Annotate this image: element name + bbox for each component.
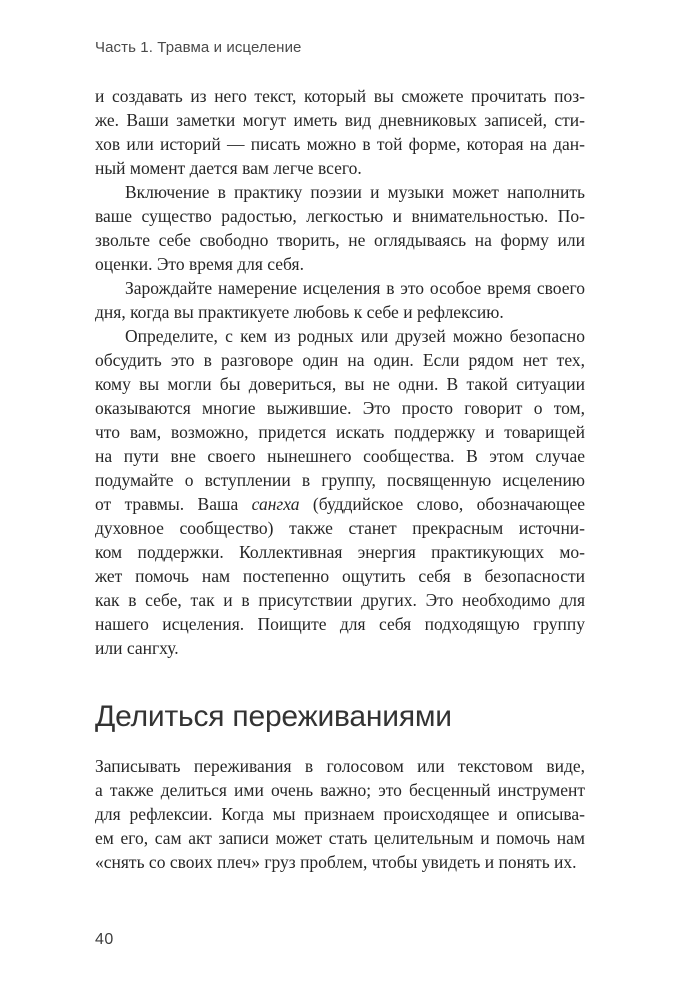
text-line: звольте себе свободно творить, не оглядываясь на форму или <box>95 230 585 250</box>
text-line: нашего исцеления. Поищите для себя подходящую группу <box>95 614 585 634</box>
text-line: для рефлексии. Когда мы признаем происходящее и описыва- <box>95 804 585 824</box>
text-line: ный момент дается вам легче всего. <box>95 158 362 178</box>
text-line: что вам, возможно, придется искать поддержку и товарищей <box>95 422 585 442</box>
page-number: 40 <box>95 931 114 948</box>
text-line: Зарождайте намерение исцеления в это особое время своего <box>125 278 585 298</box>
text-line: ком поддержки. Коллективная энергия практикующих мо- <box>95 542 585 562</box>
text-line: оценки. Это время для себя. <box>95 254 304 274</box>
text-line: Включение в практику поэзии и музыки может наполнить <box>125 182 585 202</box>
paragraph <box>95 754 585 874</box>
italic-term: сангха <box>251 494 300 514</box>
paragraph <box>95 84 585 180</box>
paragraph <box>95 276 585 324</box>
text-line: «снять со своих плеч» груз проблем, чтобы увидеть и понять их. <box>95 852 577 872</box>
text-line: как в себе, так и в присутствии других. Это необходимо для <box>95 590 585 610</box>
text-line: Записывать переживания в голосовом или текстовом виде, <box>95 756 585 776</box>
text-line: кому вы могли бы довериться, вы не одни. В такой ситуации <box>95 374 585 394</box>
paragraph <box>95 180 585 276</box>
text-line: обсудить это в разговоре один на один. Если рядом нет тех, <box>95 350 585 370</box>
text-line: и создавать из него текст, который вы сможете прочитать поз- <box>95 86 585 106</box>
text-line: ем его, сам акт записи может стать целительным и помочь нам <box>95 828 585 848</box>
text-line: хов или историй — писать можно в той форме, которая на дан- <box>95 134 585 154</box>
text-line: оказываются многие выжившие. Это просто говорит о том, <box>95 398 585 418</box>
text-line: ваше существо радостью, легкостью и внимательностью. По- <box>95 206 585 226</box>
text-line: духовное сообщество) также станет прекрасным источни- <box>95 518 585 538</box>
text-line: дня, когда вы практикуете любовь к себе и рефлексию. <box>95 302 504 322</box>
text-line: или сангху. <box>95 638 179 658</box>
running-head: Часть 1. Травма и исцеление <box>95 39 302 56</box>
text-line: подумайте о вступлении в группу, посвященную исцелению <box>95 470 585 490</box>
text-line: Определите, с кем из родных или друзей можно безопасно <box>125 326 585 346</box>
text-line: же. Ваши заметки могут иметь вид дневниковых записей, сти- <box>95 110 585 130</box>
text-line: на пути вне своего нынешнего сообщества. В этом случае <box>95 446 585 466</box>
page-body-text <box>95 84 585 874</box>
section-heading: Делиться переживаниями <box>95 700 452 733</box>
text-line: а также делиться ими очень важно; это бесценный инструмент <box>95 780 585 800</box>
text-line: жет помочь нам постепенно ощутить себя в безопасности <box>95 566 585 586</box>
paragraph <box>95 324 585 660</box>
text-line: от травмы. Ваша сангха (буддийское слово, обозначающее <box>95 494 585 514</box>
